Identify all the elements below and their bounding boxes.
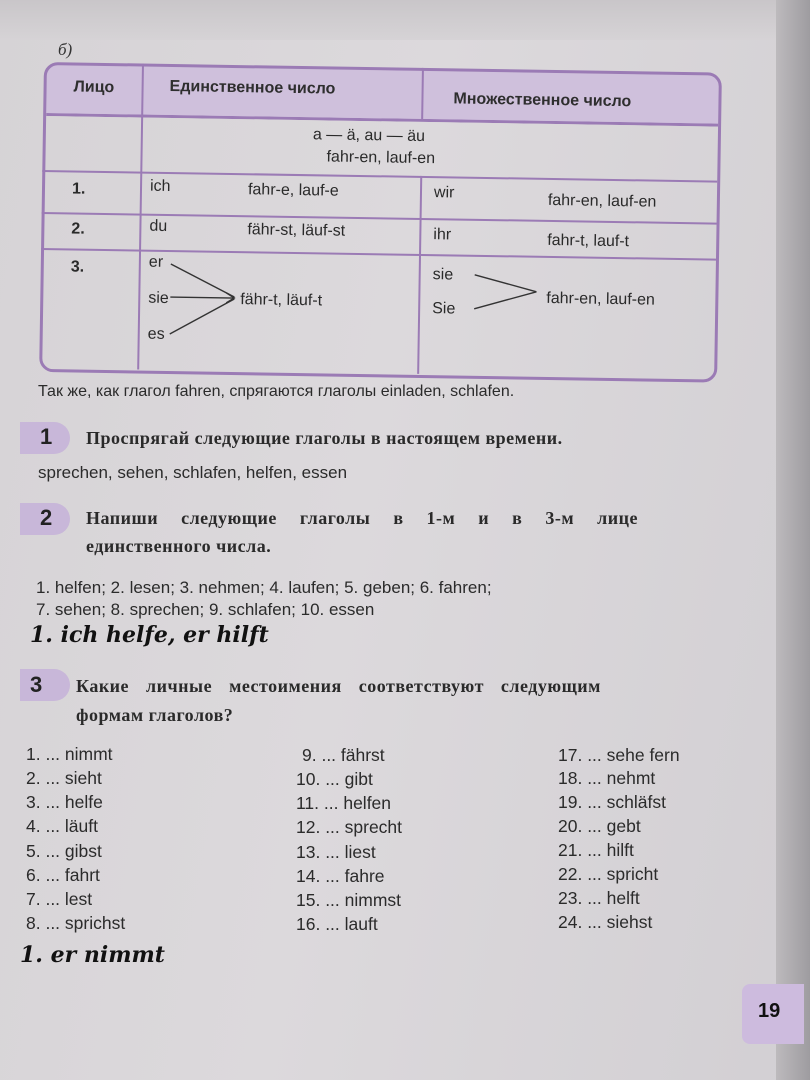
task-2-verb-list: 7. sehen; 8. sprechen; 9. schlafen; 10. essen xyxy=(36,600,375,619)
list-item: 9. ... fährst xyxy=(302,745,385,765)
task-1-title: Проспрягай следующие глаголы в настоящем времени. xyxy=(86,428,563,448)
table-note: Так же, как глагол fahren, спрягаются глаголы einladen, schlafen. xyxy=(38,383,515,400)
list-item: 16. ... lauft xyxy=(296,914,378,934)
row-number: 3. xyxy=(70,258,85,276)
task-3-title-line1: Какие личные местоимения соответствуют следующим xyxy=(76,676,601,696)
task-2-title-line1: Напиши следующие глаголы в 1-м и в 3-м лице xyxy=(86,508,638,528)
pl-form: fahr-t, lauf-t xyxy=(547,231,630,251)
task-3-badge xyxy=(20,669,70,701)
pl-form: fahr-en, lauf-en xyxy=(547,191,657,211)
pl-form: fahr-en, lauf-en xyxy=(546,289,655,309)
row-number: 1. xyxy=(71,180,86,198)
pl-pronoun-sie: sie xyxy=(432,266,454,284)
section-label: б) xyxy=(58,40,73,59)
vowel-change: a — ä, au — äu xyxy=(312,126,426,145)
list-item: 1. ... nimmt xyxy=(26,744,113,764)
infinitive-example: fahr-en, lauf-en xyxy=(326,148,436,168)
page-number-tab xyxy=(742,984,804,1044)
task-1-verbs: sprechen, sehen, schlafen, helfen, essen xyxy=(38,463,348,482)
header-singular: Единственное число xyxy=(169,77,336,98)
top-shadow xyxy=(0,0,810,40)
sg-form: fahr-e, lauf-e xyxy=(247,181,339,200)
list-item: 5. ... gibst xyxy=(26,841,102,861)
row-number: 2. xyxy=(71,220,85,238)
sg-pronoun-es: es xyxy=(147,325,165,343)
sg-pronoun: ich xyxy=(149,177,171,196)
list-item: 23. ... helft xyxy=(558,888,640,908)
list-item: 3. ... helfe xyxy=(26,792,103,812)
sg-pronoun-sie: sie xyxy=(148,289,169,307)
page-edge xyxy=(776,0,810,1080)
list-item: 21. ... hilft xyxy=(558,840,634,860)
task-1-number: 1 xyxy=(40,424,53,449)
pl-pronoun: wir xyxy=(433,184,455,202)
list-item: 17. ... sehe fern xyxy=(558,745,680,765)
task-3-handwritten-answer: 1. er nimmt xyxy=(20,942,165,968)
list-item: 8. ... sprichst xyxy=(26,913,126,933)
list-item: 11. ... helfen xyxy=(296,793,392,813)
list-item: 2. ... sieht xyxy=(26,768,102,788)
header-plural: Множественное число xyxy=(453,90,632,111)
task-2-title-line2: единственного числа. xyxy=(86,536,272,556)
task-2-verb-list: 1. helfen; 2. lesen; 3. nehmen; 4. laufen; 5. geben; 6. fahren; xyxy=(36,578,492,597)
sg-form: fähr-st, läuf-st xyxy=(247,221,346,240)
list-item: 22. ... spricht xyxy=(558,864,659,884)
list-item: 19. ... schläfst xyxy=(558,792,666,812)
sg-pronoun-er: er xyxy=(148,253,164,271)
list-item: 12. ... sprecht xyxy=(296,817,403,837)
pl-pronoun-Sie-formal: Sie xyxy=(432,300,456,318)
list-item: 10. ... gibt xyxy=(296,769,373,789)
conjugation-table xyxy=(39,62,720,381)
pl-arrows xyxy=(474,275,537,310)
list-item: 15. ... nimmst xyxy=(296,890,402,910)
task-2-handwritten-answer: 1. ich helfe, er hilft xyxy=(30,622,269,648)
task-3-title-line2: формам глаголов? xyxy=(76,705,234,725)
sg-pronoun: du xyxy=(149,217,168,235)
sg-form: fähr-t, läuf-t xyxy=(240,291,323,310)
list-item: 6. ... fahrt xyxy=(26,865,100,885)
sg-arrows xyxy=(170,264,235,335)
list-item: 20. ... gebt xyxy=(558,816,641,836)
task-2-number: 2 xyxy=(40,505,53,530)
task-3-number: 3 xyxy=(30,672,43,697)
list-item: 7. ... lest xyxy=(26,889,93,909)
header-person: Лицо xyxy=(73,78,115,97)
pl-pronoun: ihr xyxy=(433,226,452,244)
list-item: 14. ... fahre xyxy=(296,866,385,886)
page-number: 19 xyxy=(758,1000,781,1022)
list-item: 4. ... läuft xyxy=(26,816,98,836)
arrows-graphic xyxy=(39,62,720,381)
list-item: 18. ... nehmt xyxy=(558,768,656,788)
list-item: 24. ... siehst xyxy=(558,912,653,932)
list-item: 13. ... liest xyxy=(296,842,376,862)
